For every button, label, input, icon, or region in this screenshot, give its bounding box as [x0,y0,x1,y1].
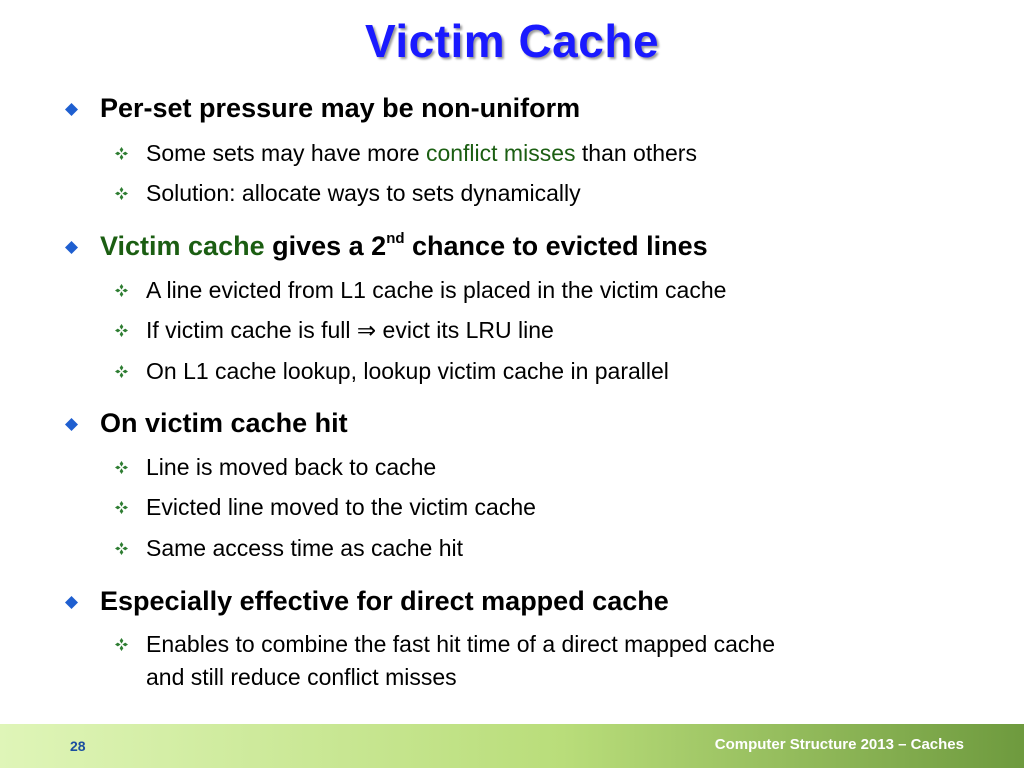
slide-footer [0,724,1024,768]
bullet-2 [100,231,708,262]
bullet-text: chance to evicted lines [404,231,708,261]
diamond-bullet-icon [65,241,78,254]
sub-bullet-1-1 [146,137,697,170]
four-diamond-bullet-icon [115,147,128,160]
bullet-text: gives a 2 [264,231,387,261]
four-diamond-bullet-icon [115,365,128,378]
superscript-text: nd [386,230,405,247]
sub-bullet-3-3 [146,532,463,565]
bullet-text: Especially effective for direct mapped cache [100,586,669,616]
sub-bullet-3-1 [146,451,436,484]
sub-bullet-text: Enables to combine the fast hit time of a direct mapped cache [146,631,776,657]
sub-bullet-text: Same access time as cache hit [146,535,464,561]
diamond-bullet-icon [65,103,78,116]
sub-bullet-text: Line is moved back to cache [146,454,437,480]
diamond-bullet-icon [65,596,78,609]
bullet-4 [100,586,669,617]
four-diamond-bullet-icon [115,542,128,555]
sub-bullet-4-1 [146,628,775,694]
four-diamond-bullet-icon [115,638,128,651]
sub-bullet-text: Some sets may have more [146,140,426,166]
four-diamond-bullet-icon [115,501,128,514]
sub-bullet-text: A line evicted from L1 cache is placed in the victim cache [146,277,727,303]
bullet-text: On victim cache hit [100,408,348,438]
bullet-3 [100,408,348,439]
sub-bullet-2-1 [146,274,726,307]
four-diamond-bullet-icon [115,187,128,200]
four-diamond-bullet-icon [115,284,128,297]
sub-bullet-text: Solution: allocate ways to sets dynamically [146,180,581,206]
sub-bullet-text: On L1 cache lookup, lookup victim cache in parallel [146,358,669,384]
page-number: 28 [70,738,86,754]
sub-bullet-text: than others [575,140,697,166]
diamond-bullet-icon [65,418,78,431]
four-diamond-bullet-icon [115,324,128,337]
sub-bullet-2-3 [146,355,669,388]
footer-course-title: Computer Structure 2013 – Caches [714,736,964,753]
bullet-text: Per-set pressure may be non-uniform [100,93,581,123]
sub-bullet-text: If victim cache is full ⇒ evict its LRU line [146,317,554,343]
sub-bullet-1-2 [146,177,581,210]
sub-bullet-2-2 [146,314,554,347]
bullet-1 [100,93,580,124]
slide-title: Victim Cache [364,15,660,67]
sub-bullet-3-2 [146,491,536,524]
sub-bullet-text: Evicted line moved to the victim cache [146,494,536,520]
four-diamond-bullet-icon [115,461,128,474]
highlighted-term: Victim cache [100,231,265,261]
sub-bullet-continuation: and still reduce conflict misses [146,664,457,690]
highlighted-term: conflict misses [425,140,576,166]
